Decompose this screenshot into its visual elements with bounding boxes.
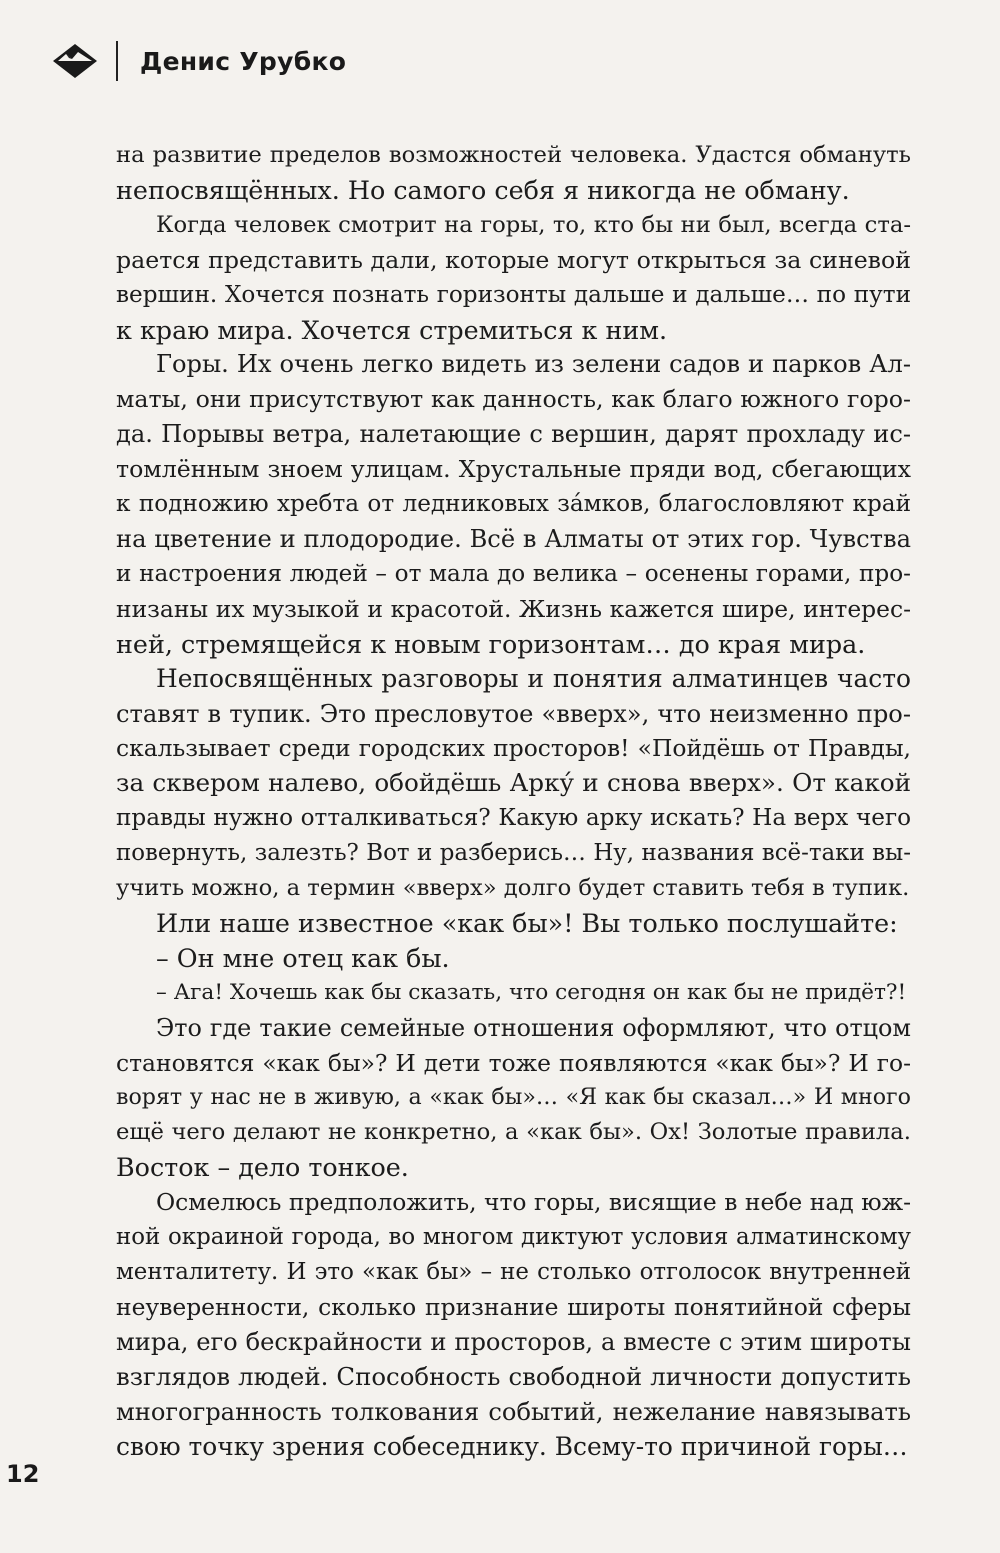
text-line: становятся «как бы»? И дети тоже появляются «как бы»? И го- xyxy=(116,1048,911,1077)
text-line: правды нужно отталкиваться? Какую арку искать? На верх чего xyxy=(116,805,911,832)
running-header xyxy=(50,36,346,86)
text-line: ней, стремящейся к новым горизонтам… до края мира. xyxy=(116,628,866,659)
text-line: и настроения людей – от мала до велика – осенены горами, про- xyxy=(116,560,911,587)
text-line: томлённым зноем улицам. Хрустальные пряди вод, сбегающих xyxy=(116,455,911,484)
text-line: скальзывает среди городских просторов! «Пойдёшь от Правды, xyxy=(116,734,911,763)
text-line: ставят в тупик. Это пресловутое «вверх», что неизменно про- xyxy=(116,699,911,728)
text-line: на цветение и плодородие. Всё в Алматы от этих гор. Чувства xyxy=(116,524,911,553)
text-line: свою точку зрения собеседнику. Всему-то причиной горы… xyxy=(116,1431,908,1461)
page-number: 12 xyxy=(6,1460,40,1488)
text-line: Осмелюсь предположить, что горы, висящие в небе над юж- xyxy=(156,1188,911,1217)
body-text xyxy=(116,138,911,1464)
text-line: ной окраиной города, во многом диктуют условия алматинскому xyxy=(116,1224,911,1251)
text-line: Восток – дело тонкое. xyxy=(116,1152,409,1183)
text-line: многогранность толкования событий, нежелание навязывать xyxy=(116,1397,911,1426)
text-line: к краю мира. Хочется стремиться к ним. xyxy=(116,314,668,345)
dialogue-line: – Ага! Хочешь как бы сказать, что сегодня он как бы не придёт?! xyxy=(156,979,907,1005)
text-line: Когда человек смотрит на горы, то, кто бы ни был, всегда ста- xyxy=(156,211,911,238)
text-line: низаны их музыкой и красотой. Жизнь кажется шире, интерес- xyxy=(116,594,911,623)
text-line: к подножию хребта от ледниковых за́мков, благословляют край xyxy=(116,491,911,518)
text-line: менталитету. И это «как бы» – не столько отголосок внутренней xyxy=(116,1259,911,1285)
text-line: непосвящённых. Но самого себя я никогда не обману. xyxy=(116,174,850,205)
text-line: взглядов людей. Способность свободной личности допустить xyxy=(116,1361,911,1391)
text-line: Горы. Их очень легко видеть из зелени садов и парков Ал- xyxy=(156,350,911,379)
text-line: Непосвящённых разговоры и понятия алматинцев часто xyxy=(156,663,911,693)
text-line: да. Порывы ветра, налетающие с вершин, дарят прохладу ис- xyxy=(116,420,911,449)
text-line: ещё чего делают не конкретно, а «как бы». Ох! Золотые правила. xyxy=(116,1119,911,1146)
text-line: вершин. Хочется познать горизонты дальше и дальше… по пути xyxy=(116,281,911,308)
text-line: учить можно, а термин «вверх» долго будет ставить тебя в тупик. xyxy=(116,875,910,902)
header-divider xyxy=(116,41,118,81)
mountain-logo-icon xyxy=(50,41,100,81)
text-line: за сквером налево, обойдёшь Арку́ и снова вверх». От какой xyxy=(116,768,911,798)
text-line: на развитие пределов возможностей человека. Удастся обмануть xyxy=(116,142,911,168)
author-name: Денис Урубко xyxy=(140,46,347,76)
dialogue-line: – Он мне отец как бы. xyxy=(156,942,450,973)
text-line: Это где такие семейные отношения оформляют, что отцом xyxy=(156,1013,911,1042)
text-line: маты, они присутствуют как данность, как благо южного горо- xyxy=(116,385,911,414)
text-line: ворят у нас не в живую, а «как бы»… «Я как бы сказал…» И много xyxy=(116,1084,911,1111)
text-line: мира, его бескрайности и просторов, а вместе с этим широты xyxy=(116,1327,911,1356)
text-line: повернуть, залезть? Вот и разберись… Ну, названия всё-таки вы- xyxy=(116,840,911,867)
text-line: рается представить дали, которые могут открыться за синевой xyxy=(116,245,911,274)
text-line: Или наше известное «как бы»! Вы только послушайте: xyxy=(156,907,898,938)
text-line: неуверенности, сколько признание широты понятийной сферы xyxy=(116,1292,911,1321)
